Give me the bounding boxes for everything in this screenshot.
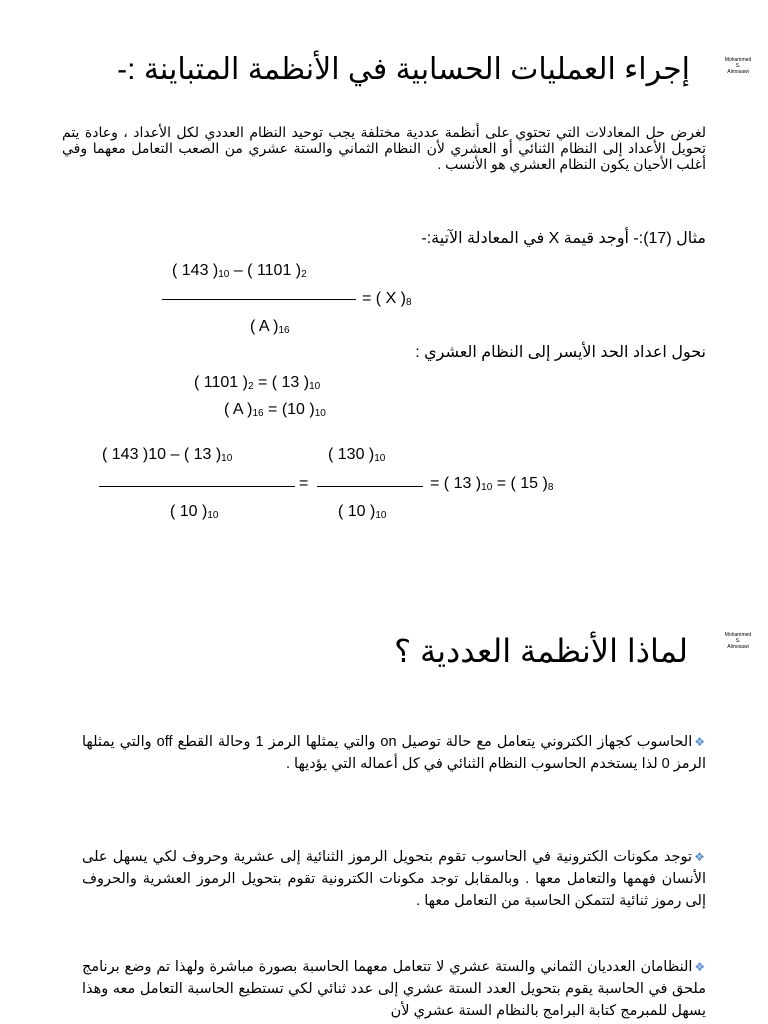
eq2-denominator-1: ( 10 )$_{10}$ (170, 503, 219, 521)
eq2-numerator-2: ( 130 )$_{10}$ (328, 446, 386, 464)
eq2-denominator-2: ( 10 )$_{10}$ (338, 503, 387, 521)
eq2-fraction-bar-1 (99, 486, 295, 487)
convert-instruction: نحول اعداد الحد الأيسر إلى النظام العشري : (415, 344, 706, 361)
author-first-name: Mohammed (724, 57, 752, 63)
author-last-name: Almosawi (727, 644, 749, 650)
slide-title: إجراء العمليات الحسابية في الأنظمة المتباينة :- (117, 53, 690, 86)
eq2-equals: = (299, 475, 309, 492)
eq2-numerator-1: ( 143 )10 – ( 13 )$_{10}$ (102, 446, 233, 464)
eq2-fraction-bar-2 (317, 486, 423, 487)
slide-title-2: لماذا الأنظمة العددية ؟ (394, 633, 688, 669)
eq1-denominator: ( A )$_{16}$ (250, 318, 290, 336)
intro-paragraph: لغرض حل المعادلات التي تحتوي على أنظمة عددية مختلفة يجب توحيد النظام العددي لكل الأعداد ، وعادة يتم تحويل الأعداد إلى النظام الثنائي أو العشري لأن النظام الثماني والستة عشري من الصعب التعامل معهما وفي أغلب الأحيان يكون النظام العشري هو الأنسب . (62, 124, 706, 172)
eq2-result: = ( 13 )$_{10}$ = ( 15 )$_8$ (430, 475, 554, 493)
bullet-item (82, 846, 706, 912)
author-first-name: Mohammed (724, 632, 752, 638)
author-last-name: Almosawi (727, 69, 749, 75)
author-initial: S. (735, 638, 741, 644)
bullet-text: الحاسوب كجهاز الكتروني يتعامل مع حالة توصيل on والتي يمثلها الرمز 1 وحالة القطع off والتي يمثلها الرمز 0 لذا يستخدم الحاسوب النظام الثنائي في كل أعماله التي يؤديها . (82, 734, 706, 772)
bullet-item (82, 956, 706, 1022)
conversion-hex: ( A )$_{16} = (10$ )$_{10}$ (224, 401, 326, 419)
eq1-fraction-bar (162, 299, 356, 300)
author-credit (718, 57, 758, 75)
eq1-numerator: ( 143 )$_{10}$ – ( 1101 )$_2$ (172, 262, 307, 280)
conversion-binary: ( 1101 )$_2$ = ( 13 )$_{10}$ (194, 374, 321, 392)
bullet-text: توجد مكونات الكترونية في الحاسوب تقوم بتحويل الرموز الثنائية إلى عشرية وحروف لكي يسهل على الأنسان فهمها والتعامل معها . وبالمقابل توجد مكونات الكترونية تقوم بتحويل الرموز العشرية والحروف إلى رموز ثنائية لتتمكن الحاسبة من التعامل معها . (82, 849, 706, 909)
diamond-bullet-icon: ❖ (694, 850, 706, 864)
eq1-result: = ( X )$_8$ (362, 290, 412, 308)
diamond-bullet-icon: ❖ (694, 735, 706, 749)
example-heading: مثال (17):- أوجد قيمة X في المعادلة الآتية:- (421, 230, 706, 247)
bullet-text: النظامان العدديان الثماني والستة عشري لا تتعامل معهما الحاسبة بصورة مباشرة ولهذا تم وضع برنامج ملحق في الحاسبة يقوم بتحويل العدد الستة عشري إلى عدد ثنائي لكي تستطيع الحاسبة التعامل معه وهذا يسهل للمبرمج كتابة البرامج بالنظام الستة عشري لأن (82, 959, 706, 1019)
diamond-bullet-icon: ❖ (694, 960, 707, 974)
author-credit-2 (718, 632, 758, 650)
bullet-item (82, 731, 706, 775)
author-initial: S. (735, 63, 741, 69)
